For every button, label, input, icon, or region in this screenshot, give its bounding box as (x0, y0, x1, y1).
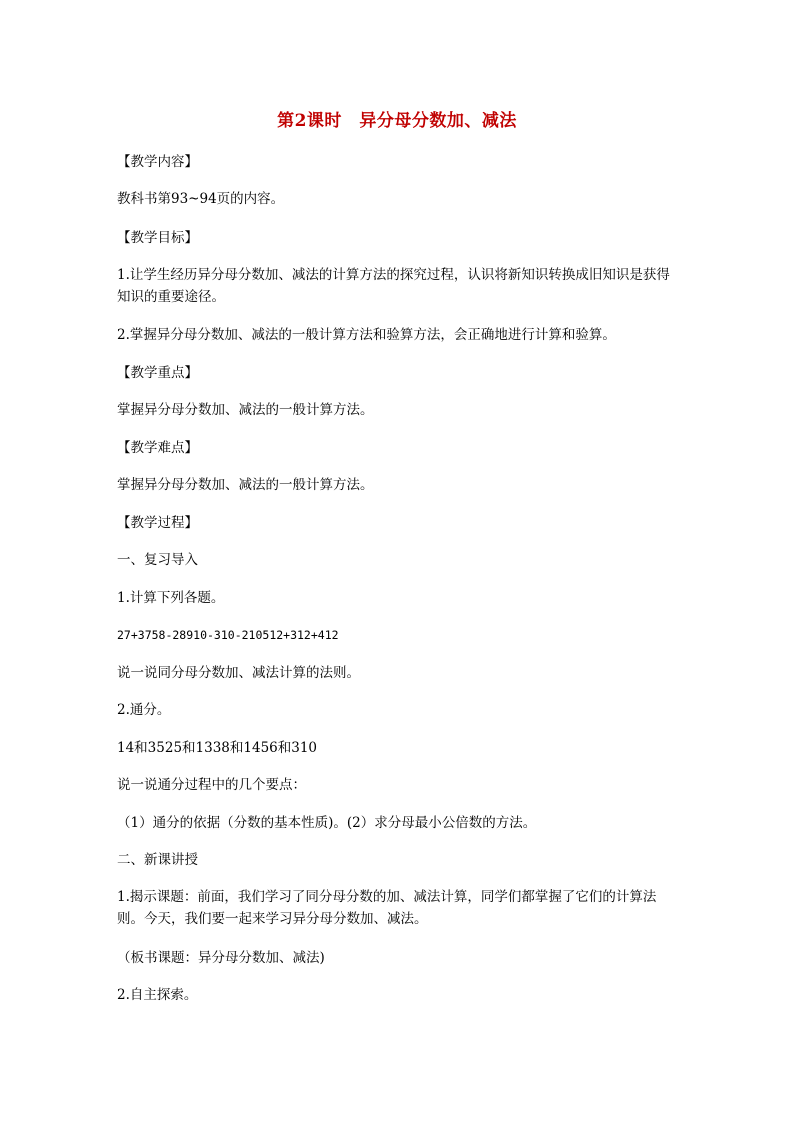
self-explore-text: 2.自主探索。 (117, 987, 198, 1003)
section-review: 一、复习导入 (117, 552, 198, 568)
points-line: （1）通分的依据（分数的基本性质)。(2）求分母最小公倍数的方法。 (117, 815, 537, 831)
say-points-line: 说一说通分过程中的几个要点： (117, 777, 306, 793)
key-point-text: 掌握异分母分数加、减法的一般计算方法。 (117, 402, 374, 418)
expression-line: 27+3758-28910-310-210512+312+412 (117, 628, 339, 642)
difficulty-text: 掌握异分母分数加、减法的一般计算方法。 (117, 477, 374, 493)
heading-teaching-goals: 【教学目标】 (117, 230, 198, 246)
reveal-topic-text: 1.揭示课题：前面，我们学习了同分母分数的加、减法计算，同学们都掌握了它们的计算法则。今天，我们要一起来学习异分母分数加、减法。 (117, 889, 657, 927)
page-title: 第2课时 异分母分数加、减法 (277, 111, 517, 131)
heading-process: 【教学过程】 (117, 515, 198, 531)
heading-teaching-content: 【教学内容】 (117, 154, 198, 170)
goal-item-1: 1.让学生经历异分母分数加、减法的计算方法的探究过程，认识将新知识转换成旧知识是获得知识的重要途径。 (117, 267, 670, 305)
board-topic-text: （板书课题：异分母分数加、减法) (117, 950, 325, 966)
fractions-line: 14和3525和1338和1456和310 (117, 740, 318, 756)
heading-difficulty: 【教学难点】 (117, 440, 198, 456)
review-item-2: 2.通分。 (117, 702, 171, 718)
teaching-content-text: 教科书第93~94页的内容。 (117, 191, 285, 207)
goal-item-2: 2.掌握异分母分数加、减法的一般计算方法和验算方法，会正确地进行计算和验算。 (117, 327, 616, 343)
heading-key-point: 【教学重点】 (117, 365, 198, 381)
review-item-1: 1.计算下列各题。 (117, 590, 225, 606)
section-new-lesson: 二、新课讲授 (117, 852, 198, 868)
say-rule-line: 说一说同分母分数加、减法计算的法则。 (117, 665, 360, 681)
